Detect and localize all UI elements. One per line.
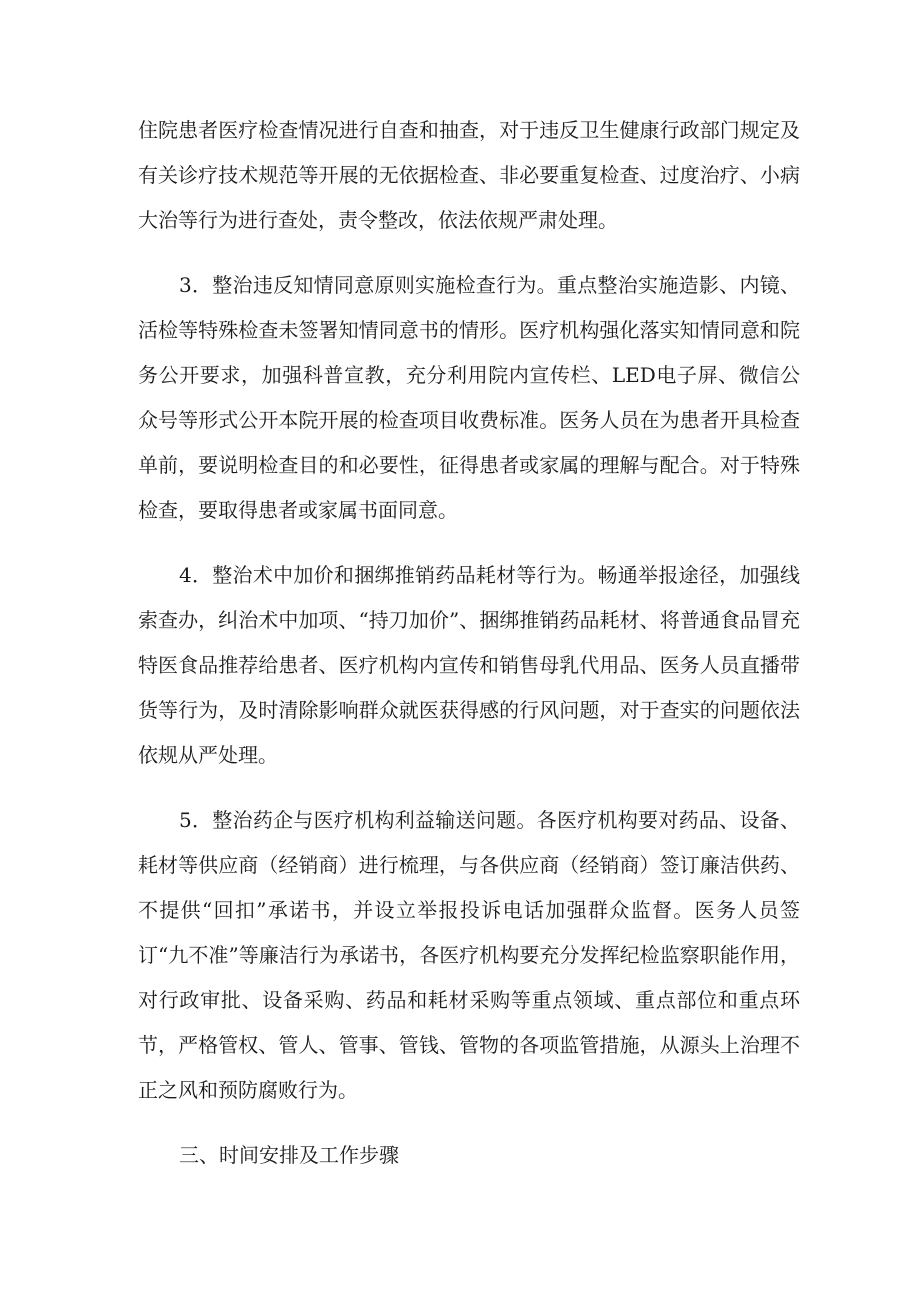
paragraph-item-4: 4．整治术中加价和捆绑推销药品耗材等行为。畅通举报途径，加强线索查办，纠治术中加项、“持刀加价”、捆绑推销药品耗材、将普通食品冒充特医食品推荐给患者、医疗机构内宣传和销售母乳代用品、医务人员直播带货等行为，及时清除影响群众就医获得感的行风问题，对于查实的问题依法依规从严处理。 xyxy=(138,563,800,767)
paragraph-continuation: 住院患者医疗检查情况进行自查和抽查，对于违反卫生健康行政部门规定及有关诊疗技术规范等开展的无依据检查、非必要重复检查、过度治疗、小病大治等行为进行查处，责令整改，依法依规严肃处理。 xyxy=(138,118,800,232)
paragraph-item-5: 5．整治药企与医疗机构利益输送问题。各医疗机构要对药品、设备、耗材等供应商（经销商）进行梳理，与各供应商（经销商）签订廉洁供药、不提供“回扣”承诺书，并设立举报投诉电话加强群众监督。医务人员签订“九不准”等廉洁行为承诺书，各医疗机构要充分发挥纪检监察职能作用，对行政审批、设备采购、药品和耗材采购等重点领域、重点部位和重点环节，严格管权、管人、管事、管钱、管物的各项监管措施，从源头上治理不正之风和预防腐败行为。 xyxy=(138,808,800,1102)
section-heading: 三、时间安排及工作步骤 xyxy=(179,1143,399,1167)
paragraph-item-3: 3．整治违反知情同意原则实施检查行为。重点整治实施造影、内镜、活检等特殊检查未签署知情同意书的情形。医疗机构强化落实知情同意和院务公开要求，加强科普宣教，充分利用院内宣传栏、LED电子屏、微信公众号等形式公开本院开展的检查项目收费标准。医务人员在为患者开具检查单前，要说明检查目的和必要性，征得患者或家属的理解与配合。对于特殊检查，要取得患者或家属书面同意。 xyxy=(138,273,800,522)
document-body xyxy=(138,108,800,1178)
